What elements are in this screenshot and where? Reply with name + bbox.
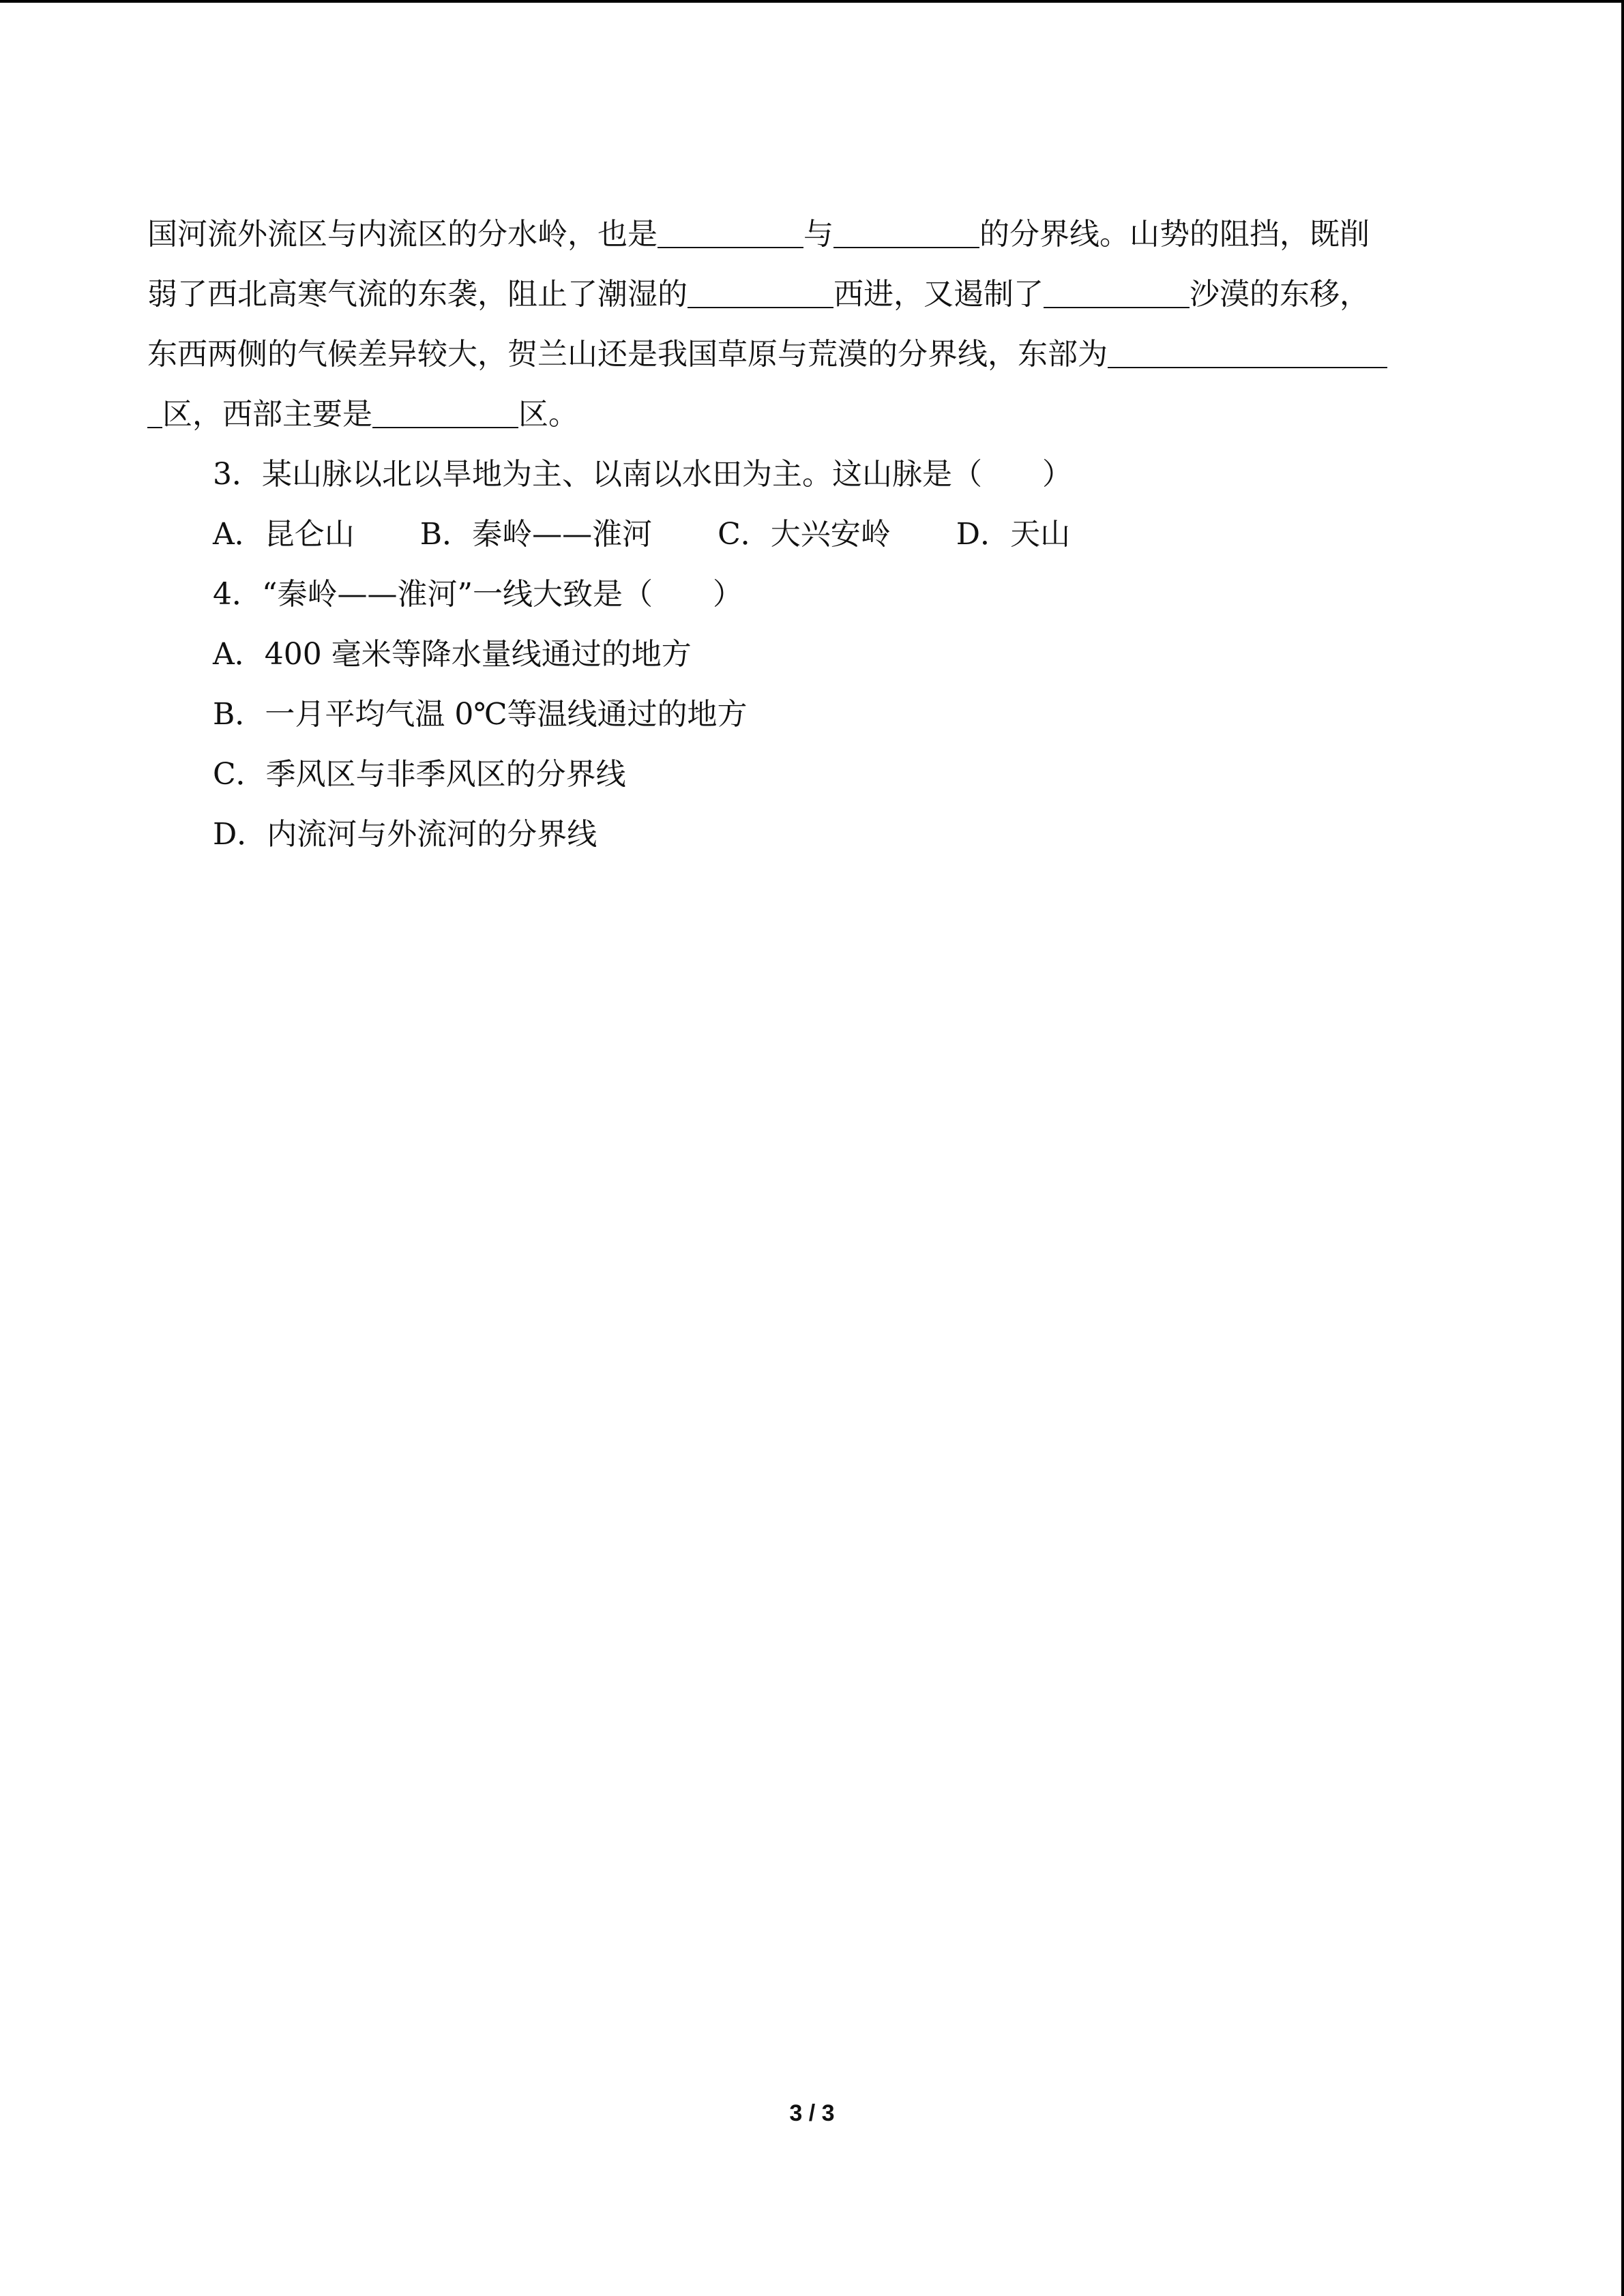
fill-blank-continuation[interactable]: [147, 397, 162, 428]
fill-blank[interactable]: [688, 277, 833, 308]
fill-blank[interactable]: [1044, 277, 1190, 308]
document-body: [147, 205, 1477, 865]
passage-line-3: [147, 325, 1477, 385]
question-4-option-a[interactable]: A．400 毫米等降水量线通过的地方: [213, 637, 692, 672]
question-4-option-c[interactable]: C．季风区与非季风区的分界线: [213, 757, 626, 792]
page-right-border: [1621, 0, 1624, 2296]
fill-blank[interactable]: [833, 217, 979, 248]
question-3-option-a[interactable]: A．昆仑山: [213, 517, 355, 552]
question-4-option-b[interactable]: B．一月平均气温 0℃等温线通过的地方: [213, 697, 748, 732]
question-3-options: [147, 505, 1477, 565]
passage-text: 国河流外流区与内流区的分水岭，也是: [147, 217, 658, 252]
passage-text: 与: [803, 217, 833, 252]
passage-line-1: [147, 205, 1477, 265]
fill-blank[interactable]: [658, 217, 803, 248]
passage-line-4: [147, 385, 1477, 445]
passage-text: 西进，又遏制了: [833, 277, 1044, 312]
question-3-stem: 3．某山脉以北以旱地为主、以南以水田为主。这山脉是（ ）: [213, 457, 1072, 492]
fill-blank[interactable]: [1108, 337, 1387, 368]
question-3-option-b[interactable]: B．秦岭——淮河: [419, 517, 653, 552]
question-3-option-c[interactable]: C．大兴安岭: [718, 517, 891, 552]
page-number: 3 / 3: [789, 2100, 835, 2126]
passage-text: 沙漠的东移，: [1190, 277, 1370, 312]
question-3-option-d[interactable]: D．天山: [956, 517, 1071, 552]
question-4-option-d[interactable]: D．内流河与外流河的分界线: [213, 817, 597, 852]
passage-text: 东西两侧的气候差异较大，贺兰山还是我国草原与荒漠的分界线，东部为: [147, 337, 1108, 372]
passage-text: 的分界线。山势的阻挡，既削: [979, 217, 1370, 252]
question-4-stem: 4．“秦岭——淮河”一线大致是（ ）: [213, 577, 743, 612]
page-top-border: [0, 0, 1624, 3]
passage-text: 弱了西北高寒气流的东袭，阻止了潮湿的: [147, 277, 688, 312]
passage-text: 区，西部主要是: [162, 397, 372, 432]
fill-blank[interactable]: [372, 397, 518, 428]
passage-line-2: [147, 265, 1477, 325]
passage-text: 区。: [518, 397, 578, 432]
